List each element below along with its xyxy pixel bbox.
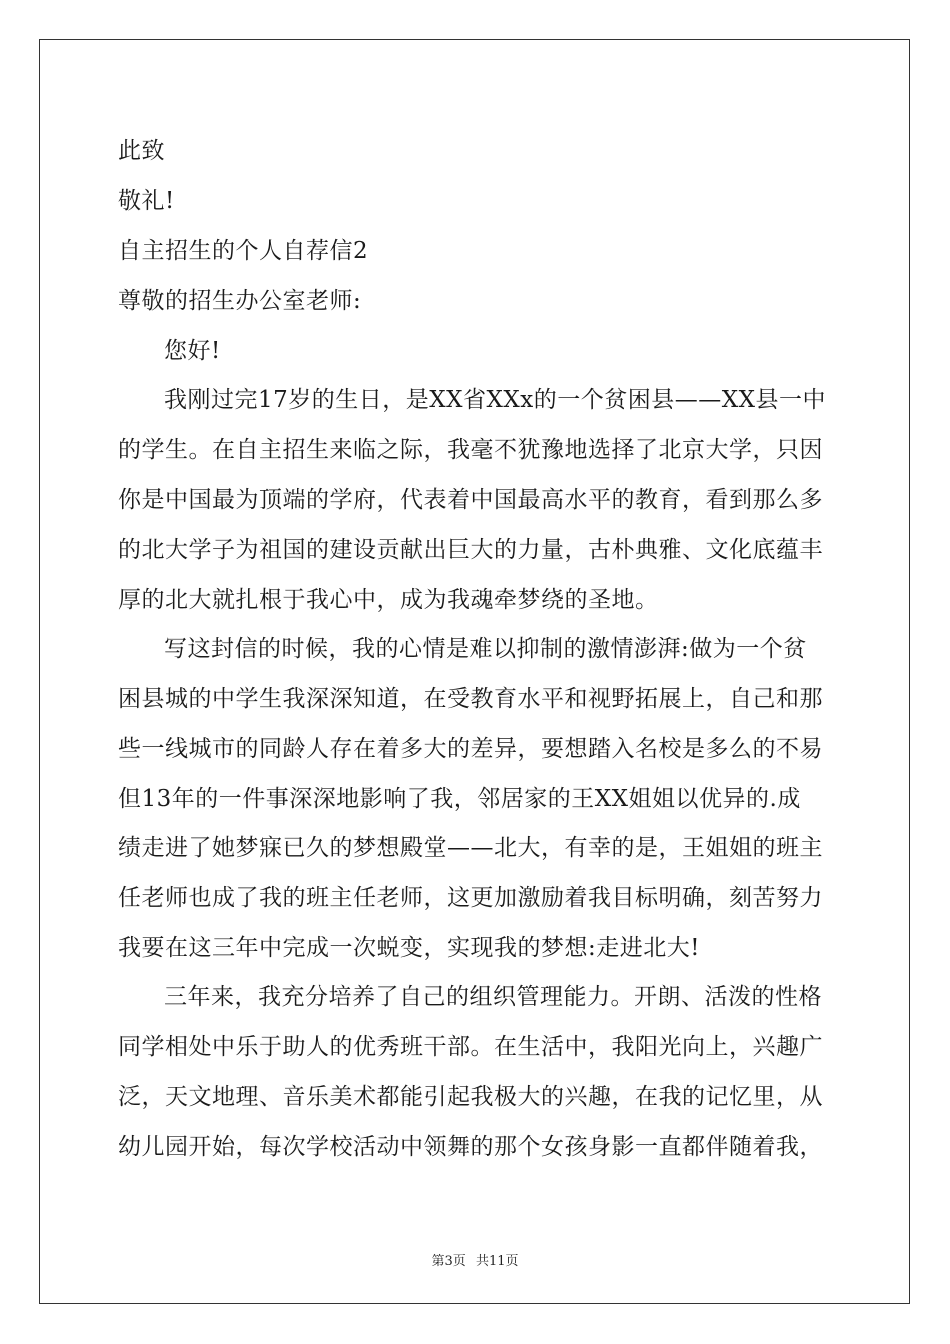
salutation: 尊敬的招生办公室老师: bbox=[118, 288, 362, 314]
paragraph-line: 但13年的一件事深深地影响了我，邻居家的王XX姐姐以优异的.成 bbox=[118, 786, 801, 812]
paragraph-line: 绩走进了她梦寐已久的梦想殿堂——北大，有幸的是，王姐姐的班主 bbox=[118, 835, 823, 861]
closing-line-2: 敬礼! bbox=[118, 188, 175, 214]
paragraph-line: 我要在这三年中完成一次蜕变，实现我的梦想:走进北大! bbox=[118, 935, 700, 961]
paragraph-line: 同学相处中乐于助人的优秀班干部。在生活中，我阳光向上，兴趣广 bbox=[118, 1034, 823, 1060]
paragraph-line: 写这封信的时候，我的心情是难以抑制的激情澎湃:做为一个贫 bbox=[164, 636, 807, 662]
page-footer bbox=[0, 1250, 950, 1269]
paragraph-line: 的学生。在自主招生来临之际，我毫不犹豫地选择了北京大学，只因 bbox=[118, 437, 823, 463]
paragraph-line: 泛，天文地理、音乐美术都能引起我极大的兴趣，在我的记忆里，从 bbox=[118, 1084, 823, 1110]
paragraph-line: 三年来，我充分培养了自己的组织管理能力。开朗、活泼的性格 bbox=[164, 984, 822, 1010]
page-number: 第3页 bbox=[431, 1254, 466, 1269]
greeting: 您好! bbox=[164, 338, 221, 364]
paragraph-line: 厚的北大就扎根于我心中，成为我魂牵梦绕的圣地。 bbox=[118, 587, 659, 613]
paragraph-line: 困县城的中学生我深深知道，在受教育水平和视野拓展上，自己和那 bbox=[118, 686, 823, 712]
paragraph-line: 幼儿园开始，每次学校活动中领舞的那个女孩身影一直都伴随着我， bbox=[118, 1134, 823, 1160]
section-title: 自主招生的个人自荐信2 bbox=[118, 238, 369, 264]
paragraph-line: 些一线城市的同龄人存在着多大的差异，要想踏入名校是多么的不易 bbox=[118, 736, 823, 762]
closing-line-1: 此致 bbox=[118, 138, 165, 164]
paragraph-line: 任老师也成了我的班主任老师，这更加激励着我目标明确，刻苦努力 bbox=[118, 885, 823, 911]
paragraph-line: 你是中国最为顶端的学府，代表着中国最高水平的教育，看到那么多 bbox=[118, 487, 823, 513]
paragraph-line: 的北大学子为祖国的建设贡献出巨大的力量，古朴典雅、文化底蕴丰 bbox=[118, 537, 823, 563]
page-border bbox=[39, 39, 910, 1304]
page-total: 共11页 bbox=[475, 1254, 519, 1269]
paragraph-line: 我刚过完17岁的生日，是XX省XXx的一个贫困县——XX县一中 bbox=[164, 387, 826, 413]
